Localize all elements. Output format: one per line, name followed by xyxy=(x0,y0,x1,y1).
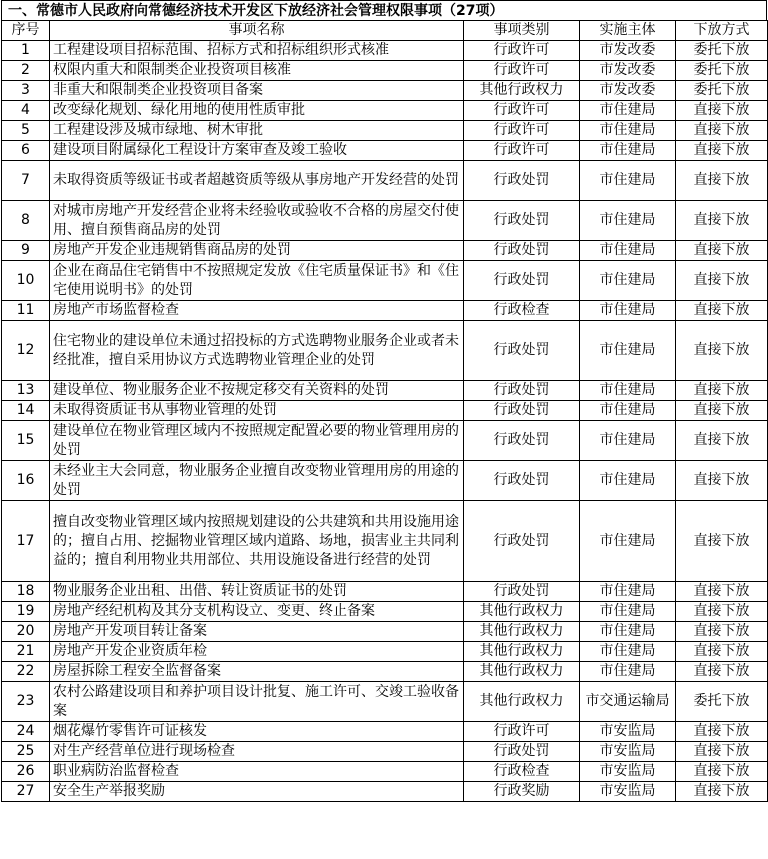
cell-type: 行政许可 xyxy=(464,101,580,121)
cell-mode: 委托下放 xyxy=(676,81,768,101)
cell-type: 行政处罚 xyxy=(464,201,580,241)
table-row xyxy=(2,321,768,381)
cell-name: 未取得资质证书从事物业管理的处罚 xyxy=(50,401,464,421)
cell-type: 行政许可 xyxy=(464,61,580,81)
cell-no: 3 xyxy=(2,81,50,101)
cell-mode: 直接下放 xyxy=(676,201,768,241)
cell-name: 工程建设涉及城市绿地、树木审批 xyxy=(50,121,464,141)
cell-no: 6 xyxy=(2,141,50,161)
cell-body: 市安监局 xyxy=(580,762,676,782)
table-row xyxy=(2,642,768,662)
cell-body: 市住建局 xyxy=(580,161,676,201)
cell-mode: 直接下放 xyxy=(676,602,768,622)
cell-no: 12 xyxy=(2,321,50,381)
cell-body: 市住建局 xyxy=(580,401,676,421)
cell-no: 15 xyxy=(2,421,50,461)
cell-body: 市住建局 xyxy=(580,381,676,401)
cell-name: 房屋拆除工程安全监督备案 xyxy=(50,662,464,682)
cell-body: 市发改委 xyxy=(580,81,676,101)
cell-no: 20 xyxy=(2,622,50,642)
cell-mode: 直接下放 xyxy=(676,261,768,301)
table-row xyxy=(2,501,768,582)
table-row xyxy=(2,602,768,622)
table-row xyxy=(2,201,768,241)
cell-no: 7 xyxy=(2,161,50,201)
table-row xyxy=(2,301,768,321)
cell-name: 房地产开发项目转让备案 xyxy=(50,622,464,642)
cell-mode: 直接下放 xyxy=(676,461,768,501)
cell-body: 市交通运输局 xyxy=(580,682,676,722)
cell-mode: 直接下放 xyxy=(676,321,768,381)
table-row xyxy=(2,582,768,602)
cell-type: 行政检查 xyxy=(464,762,580,782)
cell-name: 农村公路建设项目和养护项目设计批复、施工许可、交竣工验收备案 xyxy=(50,682,464,722)
cell-mode: 委托下放 xyxy=(676,61,768,81)
header-no: 序号 xyxy=(2,21,50,41)
cell-name: 房地产开发企业违规销售商品房的处罚 xyxy=(50,241,464,261)
cell-no: 19 xyxy=(2,602,50,622)
cell-type: 其他行政权力 xyxy=(464,662,580,682)
cell-name: 建设项目附属绿化工程设计方案审查及竣工验收 xyxy=(50,141,464,161)
cell-body: 市住建局 xyxy=(580,101,676,121)
cell-mode: 直接下放 xyxy=(676,642,768,662)
cell-body: 市住建局 xyxy=(580,421,676,461)
table-row xyxy=(2,782,768,802)
cell-mode: 直接下放 xyxy=(676,421,768,461)
cell-no: 10 xyxy=(2,261,50,301)
cell-no: 9 xyxy=(2,241,50,261)
cell-name: 安全生产举报奖励 xyxy=(50,782,464,802)
cell-mode: 直接下放 xyxy=(676,501,768,582)
cell-mode: 直接下放 xyxy=(676,301,768,321)
cell-no: 14 xyxy=(2,401,50,421)
cell-mode: 委托下放 xyxy=(676,682,768,722)
cell-body: 市安监局 xyxy=(580,782,676,802)
cell-name: 工程建设项目招标范围、招标方式和招标组织形式核准 xyxy=(50,41,464,61)
cell-no: 8 xyxy=(2,201,50,241)
cell-no: 23 xyxy=(2,682,50,722)
cell-body: 市住建局 xyxy=(580,662,676,682)
cell-no: 26 xyxy=(2,762,50,782)
cell-body: 市安监局 xyxy=(580,722,676,742)
cell-mode: 直接下放 xyxy=(676,241,768,261)
cell-type: 行政处罚 xyxy=(464,401,580,421)
cell-mode: 直接下放 xyxy=(676,141,768,161)
cell-mode: 直接下放 xyxy=(676,101,768,121)
table-row xyxy=(2,722,768,742)
cell-name: 职业病防治监督检查 xyxy=(50,762,464,782)
cell-type: 行政许可 xyxy=(464,41,580,61)
cell-mode: 直接下放 xyxy=(676,622,768,642)
cell-no: 24 xyxy=(2,722,50,742)
cell-mode: 直接下放 xyxy=(676,161,768,201)
table-row xyxy=(2,762,768,782)
table-row xyxy=(2,81,768,101)
cell-body: 市住建局 xyxy=(580,201,676,241)
table-row xyxy=(2,401,768,421)
header-name: 事项名称 xyxy=(50,21,464,41)
cell-mode: 直接下放 xyxy=(676,782,768,802)
cell-body: 市住建局 xyxy=(580,241,676,261)
cell-no: 5 xyxy=(2,121,50,141)
cell-body: 市住建局 xyxy=(580,501,676,582)
cell-name: 建设单位在物业管理区域内不按照规定配置必要的物业管理用房的处罚 xyxy=(50,421,464,461)
cell-type: 行政处罚 xyxy=(464,742,580,762)
cell-no: 11 xyxy=(2,301,50,321)
cell-mode: 直接下放 xyxy=(676,742,768,762)
cell-name: 企业在商品住宅销售中不按照规定发放《住宅质量保证书》和《住宅使用说明书》的处罚 xyxy=(50,261,464,301)
cell-name: 建设单位、物业服务企业不按规定移交有关资料的处罚 xyxy=(50,381,464,401)
cell-name: 改变绿化规划、绿化用地的使用性质审批 xyxy=(50,101,464,121)
cell-type: 其他行政权力 xyxy=(464,81,580,101)
cell-body: 市住建局 xyxy=(580,141,676,161)
cell-body: 市发改委 xyxy=(580,61,676,81)
table-row xyxy=(2,742,768,762)
cell-name: 擅自改变物业管理区域内按照规划建设的公共建筑和共用设施用途的；擅自占用、挖掘物业管理区域内道路、场地，损害业主共同利益的；擅自利用物业共用部位、共用设施设备进行经营的处罚 xyxy=(50,501,464,582)
table-row xyxy=(2,161,768,201)
cell-body: 市住建局 xyxy=(580,642,676,662)
cell-type: 其他行政权力 xyxy=(464,602,580,622)
cell-no: 4 xyxy=(2,101,50,121)
cell-name: 房地产开发企业资质年检 xyxy=(50,642,464,662)
cell-mode: 直接下放 xyxy=(676,381,768,401)
cell-name: 对城市房地产开发经营企业将未经验收或验收不合格的房屋交付使用、擅自预售商品房的处罚 xyxy=(50,201,464,241)
table-row xyxy=(2,682,768,722)
cell-body: 市住建局 xyxy=(580,301,676,321)
table-row xyxy=(2,381,768,401)
cell-type: 行政处罚 xyxy=(464,381,580,401)
cell-type: 行政许可 xyxy=(464,722,580,742)
cell-name: 对生产经营单位进行现场检查 xyxy=(50,742,464,762)
cell-no: 18 xyxy=(2,582,50,602)
table-row xyxy=(2,61,768,81)
cell-no: 27 xyxy=(2,782,50,802)
cell-type: 行政处罚 xyxy=(464,501,580,582)
cell-name: 房地产市场监督检查 xyxy=(50,301,464,321)
cell-no: 21 xyxy=(2,642,50,662)
cell-mode: 直接下放 xyxy=(676,762,768,782)
cell-body: 市住建局 xyxy=(580,121,676,141)
cell-type: 行政处罚 xyxy=(464,261,580,301)
cell-no: 2 xyxy=(2,61,50,81)
cell-type: 其他行政权力 xyxy=(464,642,580,662)
cell-no: 17 xyxy=(2,501,50,582)
table-row xyxy=(2,121,768,141)
powers-table xyxy=(1,20,768,802)
cell-type: 行政处罚 xyxy=(464,582,580,602)
cell-no: 25 xyxy=(2,742,50,762)
cell-mode: 直接下放 xyxy=(676,121,768,141)
cell-name: 非重大和限制类企业投资项目备案 xyxy=(50,81,464,101)
cell-body: 市住建局 xyxy=(580,261,676,301)
cell-body: 市发改委 xyxy=(580,41,676,61)
cell-no: 1 xyxy=(2,41,50,61)
cell-type: 行政许可 xyxy=(464,141,580,161)
cell-no: 16 xyxy=(2,461,50,501)
cell-mode: 直接下放 xyxy=(676,401,768,421)
cell-name: 住宅物业的建设单位未通过招投标的方式选聘物业服务企业或者未经批准，擅自采用协议方式选聘物业管理企业的处罚 xyxy=(50,321,464,381)
cell-name: 权限内重大和限制类企业投资项目核准 xyxy=(50,61,464,81)
header-row xyxy=(2,21,768,41)
cell-name: 房地产经纪机构及其分支机构设立、变更、终止备案 xyxy=(50,602,464,622)
cell-mode: 直接下放 xyxy=(676,662,768,682)
table-row xyxy=(2,662,768,682)
cell-mode: 委托下放 xyxy=(676,41,768,61)
cell-type: 行政处罚 xyxy=(464,421,580,461)
cell-body: 市住建局 xyxy=(580,582,676,602)
table-row xyxy=(2,421,768,461)
table-row xyxy=(2,141,768,161)
cell-no: 13 xyxy=(2,381,50,401)
header-type: 事项类别 xyxy=(464,21,580,41)
cell-name: 烟花爆竹零售许可证核发 xyxy=(50,722,464,742)
cell-type: 行政许可 xyxy=(464,121,580,141)
cell-type: 行政处罚 xyxy=(464,241,580,261)
cell-type: 行政处罚 xyxy=(464,461,580,501)
table-row xyxy=(2,622,768,642)
cell-type: 行政处罚 xyxy=(464,161,580,201)
cell-body: 市住建局 xyxy=(580,622,676,642)
cell-body: 市住建局 xyxy=(580,461,676,501)
cell-type: 行政检查 xyxy=(464,301,580,321)
cell-type: 其他行政权力 xyxy=(464,682,580,722)
table-row xyxy=(2,241,768,261)
cell-type: 其他行政权力 xyxy=(464,622,580,642)
cell-type: 行政处罚 xyxy=(464,321,580,381)
table-body xyxy=(2,41,768,802)
table-row xyxy=(2,41,768,61)
cell-body: 市住建局 xyxy=(580,602,676,622)
header-mode: 下放方式 xyxy=(676,21,768,41)
document xyxy=(1,0,767,802)
cell-body: 市住建局 xyxy=(580,321,676,381)
cell-name: 未经业主大会同意，物业服务企业擅自改变物业管理用房的用途的处罚 xyxy=(50,461,464,501)
table-row xyxy=(2,261,768,301)
table-title: 一、常德市人民政府向常德经济技术开发区下放经济社会管理权限事项（27项） xyxy=(1,0,767,20)
cell-name: 未取得资质等级证书或者超越资质等级从事房地产开发经营的处罚 xyxy=(50,161,464,201)
table-row xyxy=(2,461,768,501)
table-row xyxy=(2,101,768,121)
cell-mode: 直接下放 xyxy=(676,582,768,602)
cell-name: 物业服务企业出租、出借、转让资质证书的处罚 xyxy=(50,582,464,602)
header-body: 实施主体 xyxy=(580,21,676,41)
cell-mode: 直接下放 xyxy=(676,722,768,742)
cell-body: 市安监局 xyxy=(580,742,676,762)
cell-no: 22 xyxy=(2,662,50,682)
cell-type: 行政奖励 xyxy=(464,782,580,802)
